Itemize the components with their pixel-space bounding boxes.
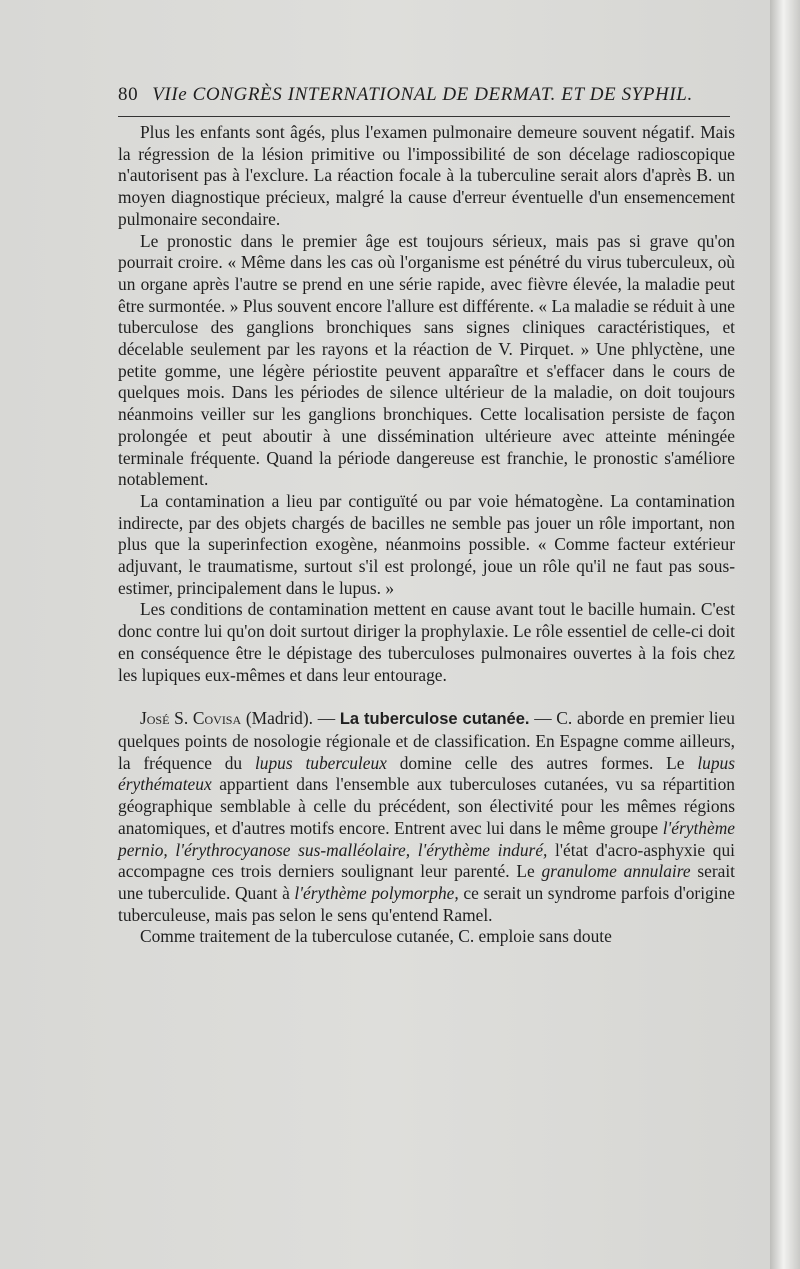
term-granulome-annulaire: granulome annulaire [541, 861, 691, 882]
article-text: — C. aborde en premier lieu quelques points de nosologie régionale et de classification. En Espagne comme ailleurs, la fréquence du [118, 708, 735, 773]
body-text [118, 122, 735, 948]
article-abstract [118, 708, 735, 926]
running-title: VIIe CONGRÈS INTERNATIONAL DE DERMAT. ET DE SYPHIL. [152, 84, 693, 105]
term-lupus-erythemateux: lupus érythémateux [118, 752, 735, 795]
article-text: appartient dans l'ensemble aux tuberculoses cutanées, vu sa répartition géographique semblable à celle du précédent, son électivité pour les mêmes régions anatomiques, et d'autres motifs encore. Entrent avec lui dans le même groupe [118, 774, 735, 838]
article-text: domine celle des autres formes. Le [386, 752, 698, 773]
page-edge [770, 0, 800, 1269]
article-text: serait une tuberculide. Quant à [118, 861, 736, 903]
article-text: l'état d'acro-asphyxie qui accompagne ces trois derniers soulignant leur parenté. Le [118, 839, 736, 882]
article-title: La tuberculose cutanée. [339, 710, 530, 729]
paragraph: Le pronostic dans le premier âge est toujours sérieux, mais pas si grave qu'on pourrait croire. « Même dans les cas où l'organisme est pénétré du virus tuberculeux, où un organe après l'autre se prend en une série rapide, avec fièvre élevée, la maladie peut être surmontée. » Plus souvent encore l'allure est différente. « La maladie se réduit à une tuberculose des ganglions bronchiques sans signes cliniques caractéristiques, et décelable seulement par les rayons et la réaction de V. Pirquet. » Une phlyctène, une petite gomme, une légère périostite peuvent apparaître et s'effacer dans le cours de quelques mois. Dans les périodes de silence ultérieur de la maladie, on doit toujours néanmoins veiller sur les ganglions bronchiques. Cette localisation persiste de façon prolongée et peut aboutir à une dissémination ultérieure avec atteinte méningée terminale fréquente. Quand la période dangereuse est franchie, le pronostic s'améliore notablement. [118, 230, 735, 490]
paragraph: Les conditions de contamination mettent en cause avant tout le bacille humain. C'est donc contre lui qu'on doit surtout diriger la prophylaxie. Le rôle essentiel de celle-ci doit en conséquence être le dépistage des tuberculoses pulmonaires ouvertes à la fois chez les lupiques eux-mêmes et dans leur entourage. [118, 599, 735, 685]
term-lupus-tuberculeux: lupus tuberculeux [254, 752, 387, 773]
article-location: (Madrid). [245, 708, 314, 729]
article-text: ce serait un syndrome parfois d'origine tuberculeuse, mais pas selon le sens qu'entend Ramel. [118, 882, 735, 925]
page-number: 80 [118, 84, 139, 105]
article-author: José S. Covisa [140, 708, 242, 729]
running-head [118, 84, 738, 106]
term-erytheme-polymorphe: l'érythème polymorphe, [294, 882, 459, 903]
article-dash: — [317, 708, 336, 729]
paragraph: Comme traitement de la tuberculose cutanée, C. emploie sans doute [140, 926, 612, 947]
term-erytheme-group: l'érythème pernio, l'érythrocyanose sus-malléolaire, l'érythème induré, [118, 817, 735, 860]
paragraph: La contamination a lieu par contiguïté ou par voie hématogène. La contamination indirecte, par des objets chargés de bacilles ne semble pas jouer un rôle important, non plus que la superinfection exogène, néanmoins possible. « Comme facteur extérieur adjuvant, le traumatisme, surtout s'il est prolongé, joue un rôle qu'il ne faut pas sous-estimer, principalement dans le lupus. » [118, 490, 735, 598]
header-rule [118, 116, 730, 117]
paragraph: Plus les enfants sont âgés, plus l'examen pulmonaire demeure souvent négatif. Mais la régression de la lésion primitive ou l'impossibilité de son décelage radioscopique n'autorisent pas à l'exclure. La réaction focale à la tuberculine serait alors d'après B. un moyen diagnostique précieux, malgré la cause d'erreur éventuelle d'un ensemencement pulmonaire secondaire. [118, 122, 735, 229]
